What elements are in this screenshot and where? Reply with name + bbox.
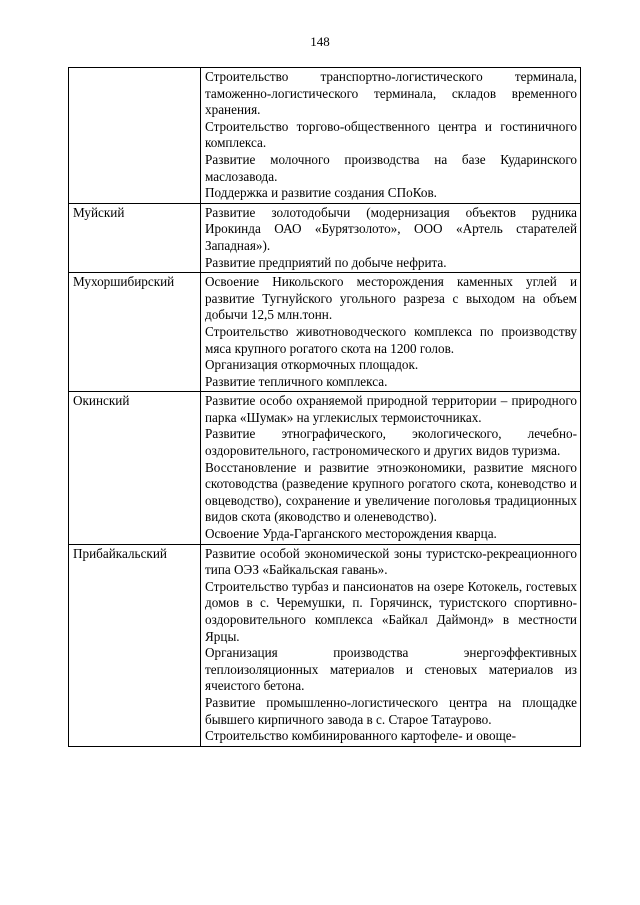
measure-paragraph: Освоение Никольского месторождения каменных углей и развитие Тугнуйского угольного разреза с выходом на объем добычи 12,5 млн.тонн. <box>205 274 577 323</box>
measure-paragraph: Освоение Урда-Гарганского месторождения кварца. <box>205 526 497 542</box>
table-body <box>69 68 581 747</box>
region-name-cell: Прибайкальский <box>69 544 201 746</box>
measure-paragraph: Развитие особой экономической зоны туристско-рекреационного типа ОЭЗ «Байкальская гавань». <box>205 545 577 578</box>
measure-paragraph: Поддержка и развитие создания СПоКов. <box>205 185 437 201</box>
measures-cell <box>201 544 581 746</box>
table-row <box>69 68 581 204</box>
measure-paragraph: Развитие особо охраняемой природной территории – природного парка «Шумак» на углекислых термоисточниках. <box>205 393 577 425</box>
measure-paragraph: Развитие этнографического, экологического, лечебно-оздоровительного, гастрономического и других видов туризма. <box>205 426 577 459</box>
table-row <box>69 392 581 544</box>
measure-paragraph: Восстановление и развитие этноэкономики, развитие мясного скотоводства (разведение крупного рогатого скота, коневодство и овцеводство), сохранение и увеличение поголовья традиционных видов скота (яководство и оленеводство). <box>205 459 577 525</box>
measure-paragraph: Развитие тепличного комплекса. <box>205 373 388 389</box>
measure-paragraph: Строительство комбинированного картофеле- и овоще- <box>205 728 516 744</box>
measure-paragraph: Организация откормочных площадок. <box>205 357 419 373</box>
measure-paragraph: Организация производства энергоэффективных теплоизоляционных материалов и стеновых материалов из ячеистого бетона. <box>205 645 577 694</box>
table-row <box>69 203 581 272</box>
table-row <box>69 544 581 746</box>
measures-cell <box>201 68 581 204</box>
page-number: 148 <box>310 34 330 49</box>
measure-paragraph: Развитие промышленно-логистического центра на площадке бывшего кирпичного завода в с. Старое Татаурово. <box>205 694 577 727</box>
measure-paragraph: Развитие молочного производства на базе Кударинского маслозавода. <box>205 151 577 184</box>
measures-cell <box>201 392 581 544</box>
region-name-cell <box>69 68 201 204</box>
regions-table <box>68 67 581 747</box>
region-name-cell: Мухоршибирский <box>69 273 201 392</box>
measure-paragraph: Строительство животноводческого комплекса по производству мяса крупного рогатого скота на 1200 голов. <box>205 323 577 356</box>
measure-paragraph: Строительство торгово-общественного центра и гостиничного комплекса. <box>205 118 577 151</box>
measures-cell <box>201 203 581 272</box>
measure-paragraph: Строительство транспортно-логистического терминала, таможенно-логистического терминала, складов временного хранения. <box>205 69 577 118</box>
measure-paragraph: Развитие золотодобычи (модернизация объектов рудника Ирокинда ОАО «Бурятзолото», ООО «Артель старателей Западная»). <box>205 204 577 253</box>
measures-cell <box>201 273 581 392</box>
measure-paragraph: Строительство турбаз и пансионатов на озере Котокель, гостевых домов в с. Черемушки, п. Горячинск, туристского спортивно-оздоровительного комплекса «Байкал Даймонд» в местности Ярцы. <box>205 578 577 644</box>
measure-paragraph: Развитие предприятий по добыче нефрита. <box>205 254 447 270</box>
table-row <box>69 273 581 392</box>
region-name-cell: Окинский <box>69 392 201 544</box>
region-name-cell: Муйский <box>69 203 201 272</box>
